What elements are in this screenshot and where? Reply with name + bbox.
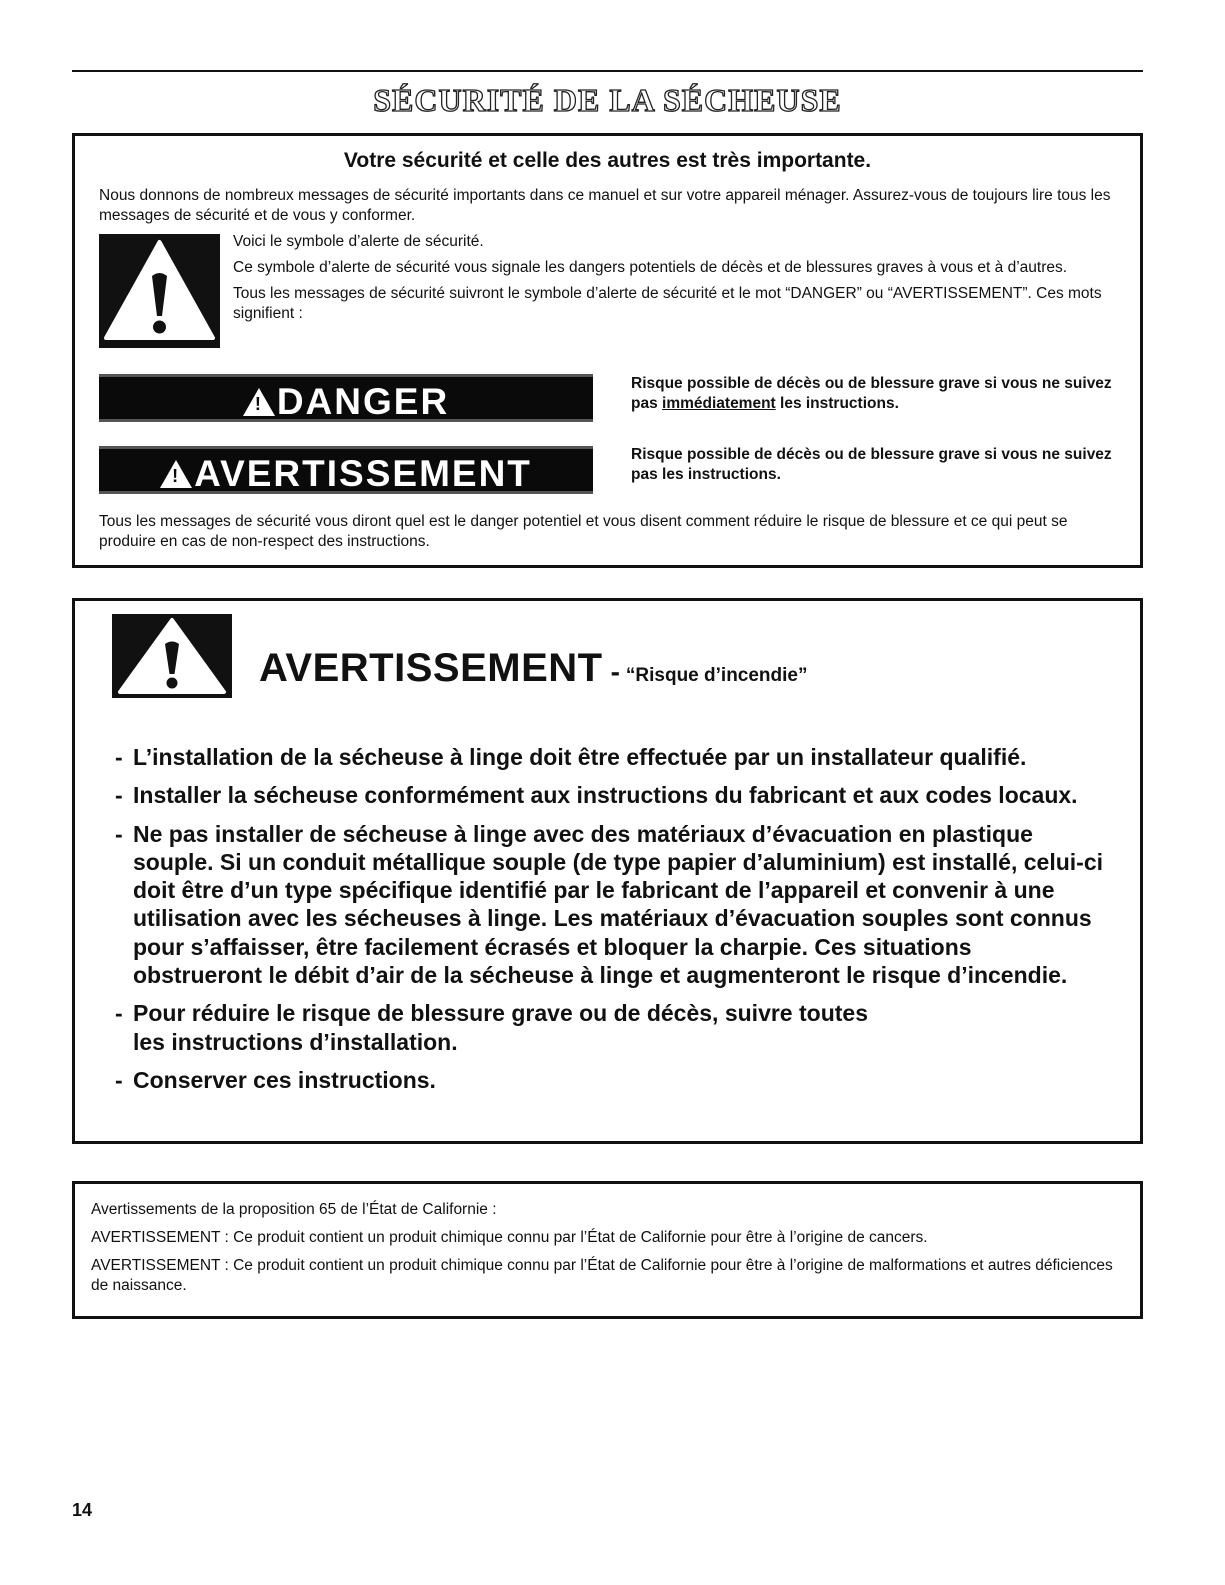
bullet-dash: -	[115, 820, 123, 847]
warning-description: Risque possible de décès ou de blessure grave si vous ne suivez pas les instructions.	[631, 446, 1112, 483]
fire-warning-list	[115, 743, 1125, 1104]
warning-label-text: AVERTISSEMENT	[194, 453, 532, 494]
danger-description	[631, 374, 1136, 414]
bullet-dash: -	[115, 1066, 123, 1093]
alert-line: Ce symbole d’alerte de sécurité vous signale les dangers potentiels de décès et de blessures graves à vous et à d’autres.	[233, 259, 1068, 276]
safety-intro: Nous donnons de nombreux messages de sécurité importants dans ce manuel et sur votre appareil ménager. Assurez-vous de toujours lire tous les messages de sécurité et de vous y conformer.	[99, 187, 1111, 224]
danger-text-underlined: immédiatement	[662, 395, 776, 412]
list-item	[115, 999, 1125, 1056]
page-title: SÉCURITÉ DE LA SÉCHEUSE	[373, 82, 842, 118]
list-item	[115, 743, 1125, 771]
warning-signal-label	[99, 446, 593, 494]
fire-warning-heading	[259, 646, 808, 691]
list-item	[115, 1066, 1125, 1094]
danger-label-text: DANGER	[276, 381, 450, 422]
bullet-dash: -	[115, 1000, 123, 1027]
alert-line: Tous les messages de sécurité suivront le symbole d’alerte de sécurité et le mot “DANGER” ou “AVERTISSEMENT”. Ces mots signifient :	[233, 285, 1102, 322]
bullet-dash: -	[115, 782, 123, 809]
list-item-text: Ne pas installer de sécheuse à linge avec des matériaux d’évacuation en plastique souple. Si un conduit métallique souple (de type papier d’aluminium) est installé, celui-ci doit être d’un type spécifique identifié par le fabricant de l’appareil et convenir à une utilisation avec les sécheuses à linge. Les matériaux d’évacuation souples sont connus pour s’affaisser, être facilement écrasés et bloquer la charpie. Ces situations obstrueront le débit d’air de la sécheuse à linge et augmenteront le risque d’incendie.	[133, 820, 1103, 989]
danger-signal-label	[99, 374, 593, 422]
list-item-text: Pour réduire le risque de blessure grave ou de décès, suivre toutes les instructions d’installation.	[133, 1000, 868, 1055]
proposition-65-box	[72, 1181, 1143, 1319]
list-item-text: Installer la sécheuse conformément aux instructions du fabricant et aux codes locaux.	[133, 782, 1078, 809]
warning-triangle-icon	[99, 234, 220, 348]
alert-symbol-explanation	[233, 232, 1113, 330]
page-number: 14	[72, 1500, 93, 1520]
fire-warning-box	[72, 598, 1143, 1144]
alert-line: Voici le symbole d’alerte de sécurité.	[233, 233, 484, 250]
safety-heading: Votre sécurité et celle des autres est très importante.	[343, 149, 872, 172]
warning-triangle-icon	[243, 388, 275, 416]
danger-text-before: Risque possible de décès ou de blessure grave si vous ne suivez pas	[631, 375, 1112, 412]
list-item-text: Conserver ces instructions.	[133, 1066, 436, 1093]
list-item	[115, 820, 1125, 990]
proposition-65-heading: Avertissements de la proposition 65 de l’État de Californie :	[91, 1201, 497, 1218]
warning-triangle-icon	[160, 460, 192, 488]
safety-info-box	[72, 133, 1143, 568]
fire-warning-separator: -	[610, 656, 620, 687]
list-item	[115, 781, 1125, 809]
warning-triangle-icon	[112, 614, 232, 698]
bullet-dash: -	[115, 744, 123, 770]
danger-text-after: les instructions.	[775, 395, 899, 412]
proposition-65-text	[91, 1200, 1131, 1304]
fire-warning-word: AVERTISSEMENT	[259, 646, 603, 690]
proposition-65-line: AVERTISSEMENT : Ce produit contient un produit chimique connu par l’État de Californie pour être à l’origine de malformations et autres déficiences de naissance.	[91, 1257, 1113, 1294]
proposition-65-line: AVERTISSEMENT : Ce produit contient un produit chimique connu par l’État de Californie pour être à l’origine de cancers.	[91, 1229, 928, 1246]
list-item-text: L’installation de la sécheuse à linge doit être effectuée par un installateur qualifié.	[133, 744, 1027, 770]
fire-warning-subheading: “Risque d’incendie”	[625, 665, 808, 686]
top-rule	[72, 70, 1143, 72]
safety-outro: Tous les messages de sécurité vous diront quel est le danger potentiel et vous disent comment réduire le risque de blessure et ce qui peut se produire en cas de non-respect des instructions.	[99, 513, 1068, 550]
